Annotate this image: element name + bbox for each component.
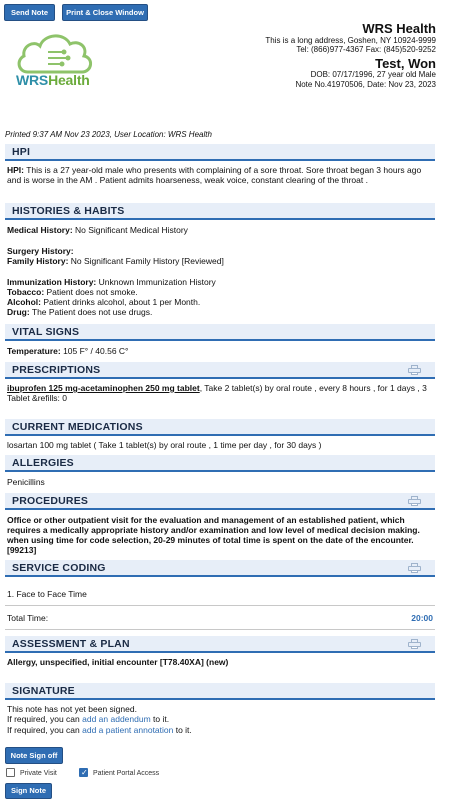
section-procedures xyxy=(5,493,435,510)
patient-dob: DOB: 07/17/1996, 27 year old Male xyxy=(310,70,436,79)
drug-habit: Drug: The Patient does not use drugs. xyxy=(7,307,153,317)
tobacco-habit: Tobacco: Patient does not smoke. xyxy=(7,287,138,297)
print-icon[interactable] xyxy=(408,563,421,573)
note-number: Note No.41970506, Date: Nov 23, 2023 xyxy=(295,80,436,89)
section-title: HISTORIES & HABITS xyxy=(12,205,125,217)
org-name: WRS Health xyxy=(362,21,436,36)
service-code-item: 1. Face to Face Time xyxy=(7,589,87,599)
alcohol-habit: Alcohol: Patient drinks alcohol, about 1 per Month. xyxy=(7,297,201,307)
sign-note-button[interactable]: Sign Note xyxy=(5,783,52,799)
print-icon[interactable] xyxy=(408,365,421,375)
org-address: This is a long address, Goshen, NY 10924-9999 xyxy=(265,36,436,45)
printed-info: Printed 9:37 AM Nov 23 2023, User Location: WRS Health xyxy=(5,130,212,139)
divider xyxy=(5,629,435,630)
section-histories xyxy=(5,203,435,220)
annotation-line: If required, you can add a patient annotation to it. xyxy=(7,725,192,735)
private-visit-label: Private Visit xyxy=(20,770,57,777)
add-annotation-link[interactable]: add a patient annotation xyxy=(82,725,174,735)
section-title: PRESCRIPTIONS xyxy=(12,364,101,376)
print-icon[interactable] xyxy=(408,639,421,649)
divider xyxy=(5,605,435,606)
section-title: ALLERGIES xyxy=(12,457,74,469)
note-sign-off-button[interactable]: Note Sign off xyxy=(5,747,63,764)
allergy-item: Penicillins xyxy=(7,477,45,487)
section-prescriptions xyxy=(5,362,435,379)
section-title: PROCEDURES xyxy=(12,495,89,507)
family-history: Family History: No Significant Family History [Reviewed] xyxy=(7,256,224,266)
print-icon[interactable] xyxy=(408,496,421,506)
total-time-value: 20:00 xyxy=(411,613,433,623)
org-phone: Tel: (866)977-4367 Fax: (845)520-9252 xyxy=(296,45,436,54)
current-medication-item: losartan 100 mg tablet ( Take 1 tablet(s) by oral route , 1 time per day , for 30 days ) xyxy=(7,440,322,450)
print-close-window-button[interactable]: Print & Close Window xyxy=(62,4,148,21)
section-vital-signs xyxy=(5,324,435,341)
section-signature xyxy=(5,683,435,700)
private-visit-checkbox[interactable] xyxy=(6,768,15,777)
assessment-diagnosis: Allergy, unspecified, initial encounter [T78.40XA] (new) xyxy=(7,657,229,667)
section-allergies xyxy=(5,455,435,472)
addendum-line: If required, you can add an addendum to it. xyxy=(7,714,170,724)
procedure-text: Office or other outpatient visit for the evaluation and management of an established patient, which requires a medically appropriate history and/or examination and low level of medical decision making. when using time for code selection, 20-29 minutes of total time is spent on the date of the encounter. [99213] xyxy=(7,515,420,555)
portal-access-label: Patient Portal Access xyxy=(93,770,160,777)
add-addendum-link[interactable]: add an addendum xyxy=(82,714,151,724)
medical-history: Medical History: No Significant Medical History xyxy=(7,225,188,235)
portal-access-checkbox[interactable] xyxy=(79,768,88,777)
section-title: VITAL SIGNS xyxy=(12,326,80,338)
section-service-coding xyxy=(5,560,435,577)
section-current-medications xyxy=(5,419,435,436)
surgery-history: Surgery History: xyxy=(7,246,74,256)
logo-wordmark: WRSHealth xyxy=(16,72,90,88)
signature-status: This note has not yet been signed. xyxy=(7,704,137,714)
section-hpi xyxy=(5,144,435,161)
patient-name: Test, Won xyxy=(375,56,436,71)
total-time-label: Total Time: xyxy=(7,613,49,623)
temperature-value: Temperature: 105 F° / 40.56 C° xyxy=(7,346,129,356)
section-title: ASSESSMENT & PLAN xyxy=(12,638,130,650)
immunization-history: Immunization History: Unknown Immunization History xyxy=(7,277,216,287)
hpi-text: HPI: This is a 27 year-old male who presents with complaining of a sore throat. Sore throat began 3 hours ago and is worse in the AM . Patient admits hoarseness, weak voice, constant clearing of the throat . xyxy=(7,165,422,185)
section-assessment-plan xyxy=(5,636,435,653)
prescription-entry: ibuprofen 125 mg-acetaminophen 250 mg tablet, Take 2 tablet(s) by oral route , every 8 hours , for 1 days , 3 Tablet &refills: 0 xyxy=(7,383,427,403)
section-title: SIGNATURE xyxy=(12,685,75,697)
send-note-button[interactable]: Send Note xyxy=(4,4,55,21)
section-title: CURRENT MEDICATIONS xyxy=(12,421,143,433)
section-title: HPI xyxy=(12,146,31,158)
section-title: SERVICE CODING xyxy=(12,562,106,574)
